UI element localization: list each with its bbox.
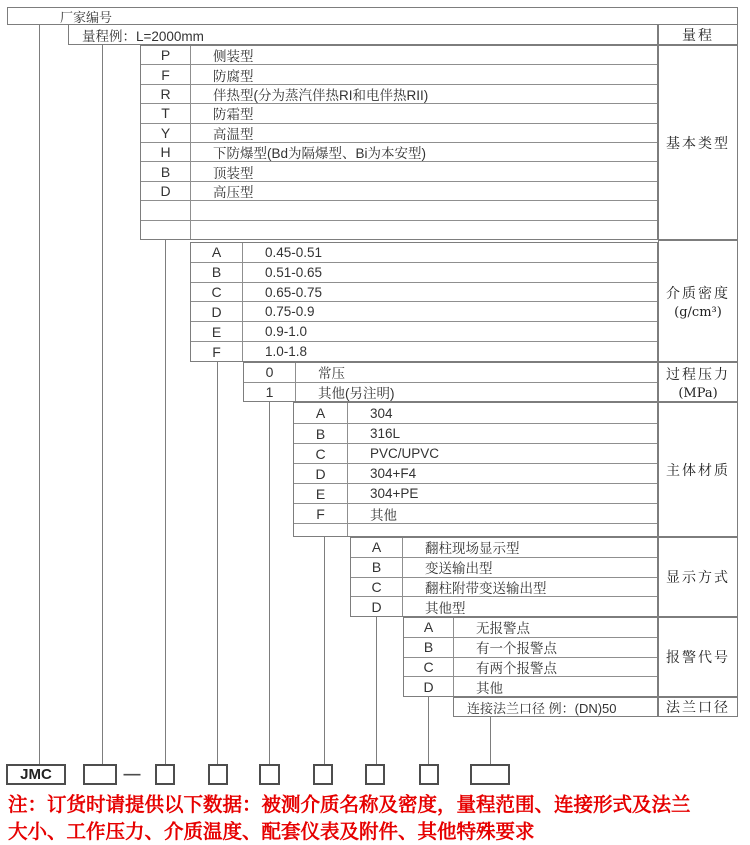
connector-line [102,45,103,764]
code-box-alarm [419,764,439,785]
code-cell: Y [141,124,191,142]
flange-row [453,697,658,717]
desc-cell: 下防爆型(Bd为隔爆型、Bi为本安型) [213,146,427,162]
model-prefix-box [6,764,66,785]
code-cell [141,221,191,239]
note-line-1: 注：订货时请提供以下数据：被测介质名称及密度，量程范围、连接形式及法兰 [8,794,691,816]
table-row [191,341,657,361]
display-mode-table [350,537,658,617]
code-cell: A [294,403,348,423]
code-cell: A [351,538,403,557]
table-row [191,243,657,262]
table-row [191,282,657,302]
desc-cell: 翻柱现场显示型 [425,541,520,557]
code-cell: B [351,558,403,577]
desc-cell: 0.75-0.9 [265,304,315,320]
code-cell: D [191,302,243,321]
code-cell: 1 [244,383,296,402]
code-box-basic-type [155,764,175,785]
connector-line [324,537,325,764]
side-label-material: 主体材质 [658,402,738,537]
code-cell [294,524,348,536]
desc-cell: 1.0-1.8 [265,344,308,360]
table-row [191,321,657,341]
table-row [351,596,657,616]
code-box-range [83,764,117,785]
connector-line [490,717,491,764]
desc-cell: 其他型 [425,600,466,616]
desc-cell: 防霜型 [213,107,254,123]
material-table [293,402,658,537]
desc-cell: 翻柱附带变送输出型 [425,580,547,596]
code-cell: C [294,444,348,463]
desc-cell: 0.65-0.75 [265,284,323,300]
code-cell: 0 [244,363,296,382]
code-box-material [313,764,333,785]
code-cell: F [191,342,243,361]
code-box-display-mode [365,764,385,785]
connector-line [217,362,218,764]
code-cell: D [404,677,454,696]
table-row [141,84,657,103]
pressure-table [243,362,658,402]
desc-cell: 常压 [318,366,345,382]
connector-line [428,697,429,764]
desc-cell: 其他 [476,680,503,696]
code-cell: B [294,424,348,443]
table-row [141,181,657,200]
desc-cell: 其他(另注明) [318,385,395,401]
table-row-empty [141,220,657,239]
connector-line [165,240,166,764]
code-cell: B [141,162,191,180]
table-row [351,538,657,557]
desc-cell: 有一个报警点 [476,641,557,657]
connector-line [39,24,40,764]
desc-cell: 其他 [370,507,397,523]
manufacturer-label: 厂家编号 [60,9,113,25]
table-row [351,577,657,597]
note-line-2: 大小、工作压力、介质温度、配套仪表及附件、其他特殊要求 [8,821,535,843]
code-cell: D [294,464,348,483]
side-label-alarm-code: 报警代号 [658,617,738,697]
code-cell: T [141,104,191,122]
table-row [294,423,657,443]
code-cell: H [141,143,191,161]
code-cell: C [351,578,403,597]
code-cell: F [141,65,191,83]
code-box-density [208,764,228,785]
desc-cell: 316L [370,426,401,441]
table-row [404,618,657,637]
manufacturer-row [7,7,738,25]
desc-cell: 高压型 [213,185,254,201]
desc-cell [191,201,657,219]
table-row-empty [141,200,657,219]
code-cell: C [191,283,243,302]
side-label-flange: 法兰口径 [658,697,738,717]
table-row-empty [294,523,657,536]
desc-cell [191,221,657,239]
table-row [294,483,657,503]
desc-cell: 高温型 [213,126,254,142]
desc-cell: 无报警点 [476,621,530,637]
table-row [294,443,657,463]
code-cell: C [404,658,454,677]
side-label-range: 量程 [658,24,738,45]
code-cell: P [141,46,191,64]
desc-cell: 0.51-0.65 [265,264,323,280]
desc-cell: 顶装型 [213,165,254,181]
range-example-text: 量程例：L=2000mm [82,28,204,44]
code-cell: F [294,504,348,523]
table-row [191,301,657,321]
range-row [68,24,658,45]
table-row [294,403,657,423]
desc-cell: PVC/UPVC [370,446,440,461]
desc-cell: 侧装型 [213,49,254,65]
connector-line [376,617,377,764]
desc-cell [348,524,657,536]
table-row [404,676,657,696]
code-cell: A [191,243,243,262]
side-label-density: 介质密度 (g/cm³) [658,240,738,362]
table-row [141,46,657,64]
dash-separator: — [123,763,141,783]
model-prefix-label: JMC [20,766,52,783]
desc-cell: 304+F4 [370,466,417,481]
code-cell: E [294,484,348,503]
table-row [244,382,657,402]
table-row [141,103,657,122]
table-row [351,557,657,577]
code-box-pressure [259,764,280,785]
code-cell: B [191,263,243,282]
desc-cell: 防腐型 [213,68,254,84]
desc-cell: 304+PE [370,486,419,501]
desc-cell: 304 [370,405,393,421]
side-label-pressure: 过程压力 (MPa) [658,362,738,402]
code-box-flange [470,764,510,785]
basic-type-table [140,45,658,240]
table-row [141,161,657,180]
desc-cell: 伴热型(分为蒸汽伴热RI和电伴热RII) [213,88,429,104]
flange-text: 连接法兰口径 例：(DN)50 [467,700,617,716]
table-row [404,637,657,657]
code-cell: B [404,638,454,657]
table-row [191,262,657,282]
side-label-basic-type: 基本类型 [658,45,738,240]
desc-cell: 0.9-1.0 [265,324,308,340]
desc-cell: 有两个报警点 [476,660,557,676]
code-cell: E [191,322,243,341]
table-row [404,657,657,677]
code-cell: A [404,618,454,637]
desc-cell: 变送输出型 [425,561,493,577]
code-cell: D [141,182,191,200]
table-row [141,142,657,161]
density-table [190,242,658,362]
table-row [294,463,657,483]
code-cell: R [141,85,191,103]
table-row [141,123,657,142]
table-row [294,503,657,523]
table-row [141,64,657,83]
code-cell [141,201,191,219]
table-row [244,363,657,382]
connector-line [269,402,270,764]
alarm-code-table [403,617,658,697]
desc-cell: 0.45-0.51 [265,244,323,260]
side-label-display-mode: 显示方式 [658,537,738,617]
code-cell: D [351,597,403,616]
ordering-note [8,792,748,845]
